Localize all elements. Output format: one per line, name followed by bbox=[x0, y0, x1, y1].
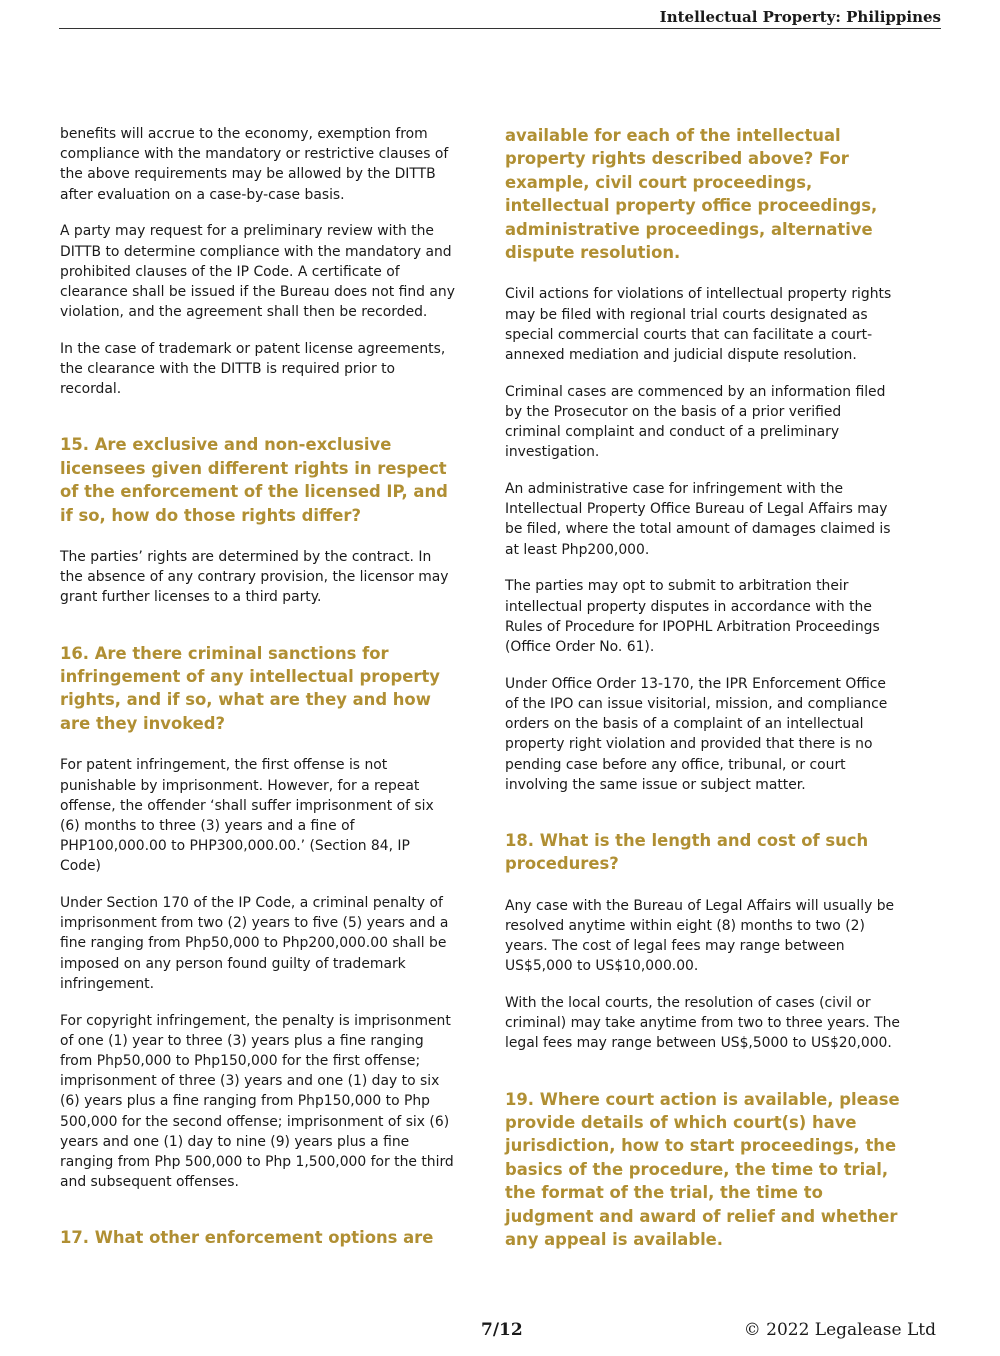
header-rule bbox=[59, 28, 941, 29]
answer-17-enforcement-office: Under Office Order 13-170, the IPR Enforcement Office of the IPO can issue visitorial, mission, and compliance orders on the basis of a complaint of an intellectual property right violation and provided that there is no pending case before any office, tribunal, or court involving the same issue or subject matter. bbox=[505, 675, 888, 793]
question-18-heading: 18. What is the length and cost of such procedures? bbox=[505, 830, 869, 874]
answer-18-bla: Any case with the Bureau of Legal Affairs will usually be resolved anytime within eight (8) months to two (2) years. The cost of legal fees may range between US$5,000 to US$10,000.00. bbox=[505, 897, 895, 975]
left-column bbox=[60, 124, 455, 1270]
question-15-heading: 15. Are exclusive and non-exclusive licensees given different rights in respect of the enforcement of the licensed IP, and if so, how do those rights differ? bbox=[60, 435, 448, 525]
answer-16-copyright: For copyright infringement, the penalty is imprisonment of one (1) year to three (3) years plus a fine ranging from Php50,000 to Php150,000 for the first offense; imprisonment of three (3) years and one (1) day to six (6) years plus a fine ranging from Php150,000 to Php 500,000 for the second offense; imprisonment of six (6) years and one (1) day to nine (9) years plus a fine ranging from Php 500,000 to Php 1,500,000 for the third and subsequent offenses. bbox=[60, 1012, 454, 1191]
answer-16-trademark: Under Section 170 of the IP Code, a criminal penalty of imprisonment from two (2) years to five (5) years and a fine ranging from Php50,000 to Php200,000.00 shall be imposed on any person found guilty of trademark infringement. bbox=[60, 895, 449, 992]
answer-16-patent: For patent infringement, the first offense is not punishable by imprisonment. However, for a repeat offense, the offender ‘shall suffer imprisonment of six (6) months to three (3) years and a fine of PHP100,000.00 to PHP300,000.00.’ (Section 84, IP Code) bbox=[60, 757, 434, 875]
answer-17-arbitration: The parties may opt to submit to arbitration their intellectual property disputes in accordance with the Rules of Procedure for IPOPHL Arbitration Proceedings (Office Order No. 61). bbox=[505, 578, 880, 655]
paragraph: benefits will accrue to the economy, exemption from compliance with the mandatory or restrictive clauses of the above requirements may be allowed by the DITTB after evaluation on a case-by-case basis. bbox=[60, 126, 449, 203]
answer-17-civil: Civil actions for violations of intellectual property rights may be filed with regional trial courts designated as special commercial courts that can facilitate a court-annexed mediation and judicial dispute resolution. bbox=[505, 286, 892, 364]
running-header: Intellectual Property: Philippines bbox=[659, 8, 941, 26]
question-17-heading-start: 17. What other enforcement options are bbox=[60, 1228, 434, 1248]
copyright-notice: © 2022 Legalease Ltd bbox=[743, 1320, 936, 1340]
answer-15: The parties’ rights are determined by the contract. In the absence of any contrary provision, the licensor may grant further licenses to a third party. bbox=[60, 549, 449, 606]
right-column bbox=[505, 124, 900, 1271]
page-number: 7/12 bbox=[481, 1320, 523, 1340]
paragraph: In the case of trademark or patent license agreements, the clearance with the DITTB is required prior to recordal. bbox=[60, 340, 446, 398]
answer-18-courts: With the local courts, the resolution of cases (civil or criminal) may take anytime from two to three years. The legal fees may range between US$,5000 to US$20,000. bbox=[505, 995, 900, 1052]
question-19-heading: 19. Where court action is available, please provide details of which court(s) have jurisdiction, how to start proceedings, the basics of the procedure, the time to trial, the format of the trial, the time to judgment and award of relief and whether any appeal is available. bbox=[505, 1089, 900, 1250]
paragraph: A party may request for a preliminary review with the DITTB to determine compliance with the mandatory and prohibited clauses of the IP Code. A certificate of clearance shall be issued if the Bureau does not find any violation, and the agreement shall then be recorded. bbox=[60, 223, 455, 321]
question-16-heading: 16. Are there criminal sanctions for infringement of any intellectual property rights, and if so, what are they and how are they invoked? bbox=[60, 643, 440, 733]
question-17-heading-cont: available for each of the intellectual property rights described above? For example, civil court proceedings, intellectual property office proceedings, administrative proceedings, alternative dispute resolution. bbox=[505, 126, 878, 263]
answer-17-criminal: Criminal cases are commenced by an information filed by the Prosecutor on the basis of a prior verified criminal complaint and conduct of a preliminary investigation. bbox=[505, 383, 886, 461]
answer-17-administrative: An administrative case for infringement with the Intellectual Property Office Bureau of Legal Affairs may be filed, where the total amount of damages claimed is at least Php200,000. bbox=[505, 481, 891, 558]
